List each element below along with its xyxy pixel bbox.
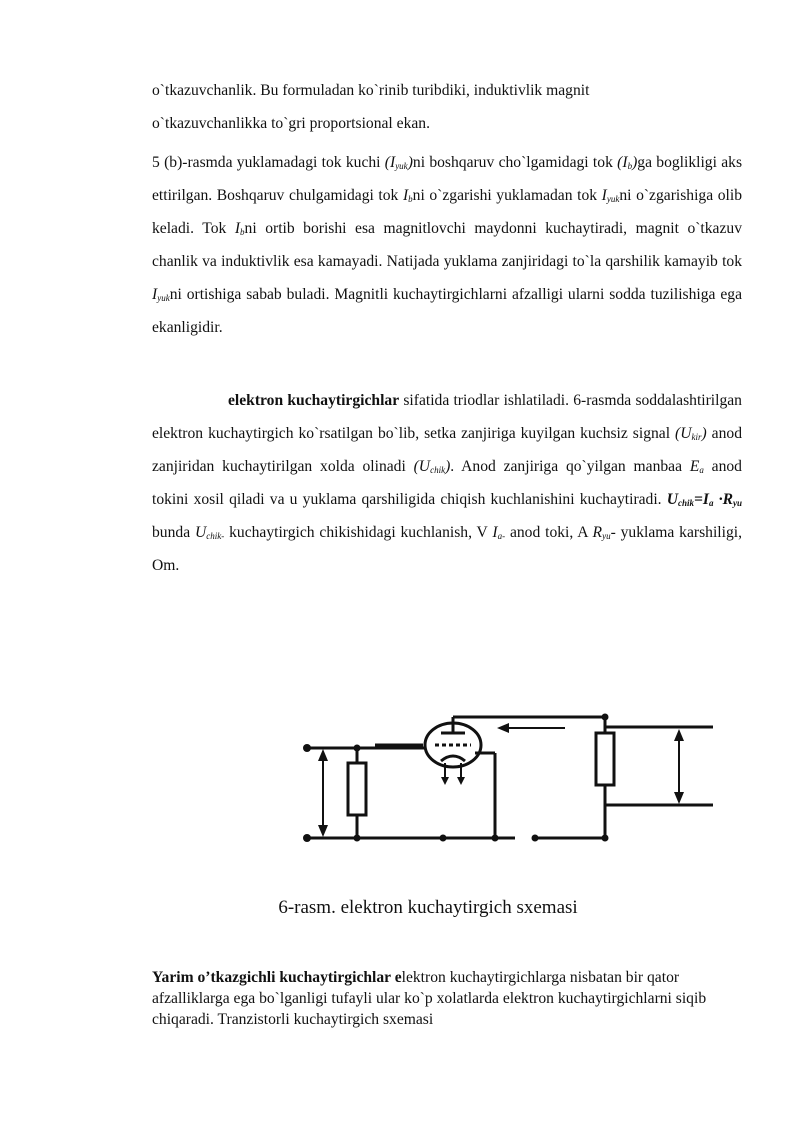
arrowhead (441, 777, 449, 785)
bold-term: elektron kuchaytirgichlar (228, 392, 400, 409)
symbol: $(U_{kir})$ (675, 425, 707, 442)
symbol: $I_{yuk}$ (601, 187, 620, 204)
load-resistor (596, 733, 614, 785)
paragraph-1-line-1: o`tkazuvchanlik. Bu formuladan ko`rinib turibdiki, induktivlik magnit (152, 82, 590, 99)
text-run: ga boglikligi aks ettirilgan. Boshqaruv chulgamidagi tok (152, 154, 743, 204)
arrowhead (318, 749, 328, 761)
symbol: $I_b$ (234, 220, 245, 237)
text-run: ni ortib borishi esa magnitlovchi maydonni kuchaytiradi, magnit o`tkazuv chanlik va induktivlik esa kamayadi. Natijada yuklama zanjiridagi to`la qarshilik kamayib tok (152, 220, 742, 270)
junction-dot (354, 745, 361, 752)
paragraph-1-line-2: o`tkazuvchanlikka to`gri proportsional ekan. (152, 115, 430, 132)
symbol: $(I_b)$ (617, 154, 638, 171)
text-run: lektron kuchaytirgichlarga nisbatan bir qator afzalliklarga ega bo`lganligi tufayli ular ko`p xolatlarda elektron kuchaytirgichlarni siqib chiqaradi. Tranzistorli kuchaytirgich sxemasi (152, 969, 707, 1028)
symbol: $I_b$ (402, 187, 413, 204)
arrowhead (318, 825, 328, 837)
symbol: $U_{chik-}$ (194, 524, 225, 541)
text-run: 5 (b)-rasmda yuklamadagi tok kuchi (152, 154, 385, 171)
text-run: ni ortishiga sabab buladi. Magnitli kuchaytirgichlarni afzalligi ularni sodda tuzilishiga ega ekanligidir. (152, 286, 742, 336)
junction-dot (602, 835, 609, 842)
text-run: . Anod zanjiriga qo`yilgan manbaa (450, 458, 690, 475)
symbol: $E_a$ (689, 458, 704, 475)
symbol: $(I_{yuk})$ (384, 154, 413, 171)
junction-dot (532, 835, 539, 842)
text-run: anod tokini xosil qiladi va u yuklama qarshiligida chiqish kuchlanishini kuchaytiradi. (152, 458, 742, 508)
bold-term: Yarim o’tkazgichli kuchaytirgichlar e (152, 969, 402, 986)
symbol: $I_{a-}$ (492, 524, 506, 541)
text-run: anod zanjiridan kuchaytirilgan xolda olinadi (152, 425, 742, 475)
triode-cathode (441, 756, 465, 761)
figure-caption: 6-rasm. elektron kuchaytirgich sxemasi (278, 897, 578, 918)
paragraph-2 (152, 146, 742, 344)
symbol: $R_{yu}$ (592, 524, 611, 541)
text-run: ni boshqaruv cho`lgamidagi tok (412, 154, 618, 171)
terminal-dot (303, 744, 311, 752)
symbol: $I_{yuk}$ (152, 286, 170, 303)
terminal-dot (303, 834, 311, 842)
text-run: - yuklama karshiligi, Om. (152, 524, 742, 574)
arrowhead (674, 729, 684, 741)
text-run: ni o`zgarishi yuklamadan tok (412, 187, 602, 204)
arrowhead (497, 723, 509, 733)
text-run: bunda (152, 524, 195, 541)
arrowhead (457, 777, 465, 785)
symbol: $(U_{chik})$ (413, 458, 451, 475)
paragraph-3 (152, 384, 742, 582)
text-run: ni o`zgarishiga olib keladi. Tok (152, 187, 742, 237)
junction-dot (354, 835, 361, 842)
paragraph-1 (152, 74, 742, 140)
input-resistor (348, 763, 366, 815)
formula: $U_{chik}=I_a \cdot R_{yu}$ (666, 491, 742, 508)
text-run: anod toki, A (505, 524, 593, 541)
text-run: sifatida triodlar ishlatiladi. 6-rasmda soddalashtirilgan elektron kuchaytirgich ko`rsatilgan bo`lib, setka zanjiriga kuyilgan kuchsiz signal (152, 392, 742, 442)
arrowhead (674, 792, 684, 804)
amplifier-schematic (295, 705, 720, 855)
text-run: kuchaytirgich chikishidagi kuchlanish, V (224, 524, 493, 541)
paragraph-4 (152, 967, 742, 1030)
junction-dot (602, 714, 609, 721)
junction-dot (440, 835, 447, 842)
junction-dot (492, 835, 499, 842)
